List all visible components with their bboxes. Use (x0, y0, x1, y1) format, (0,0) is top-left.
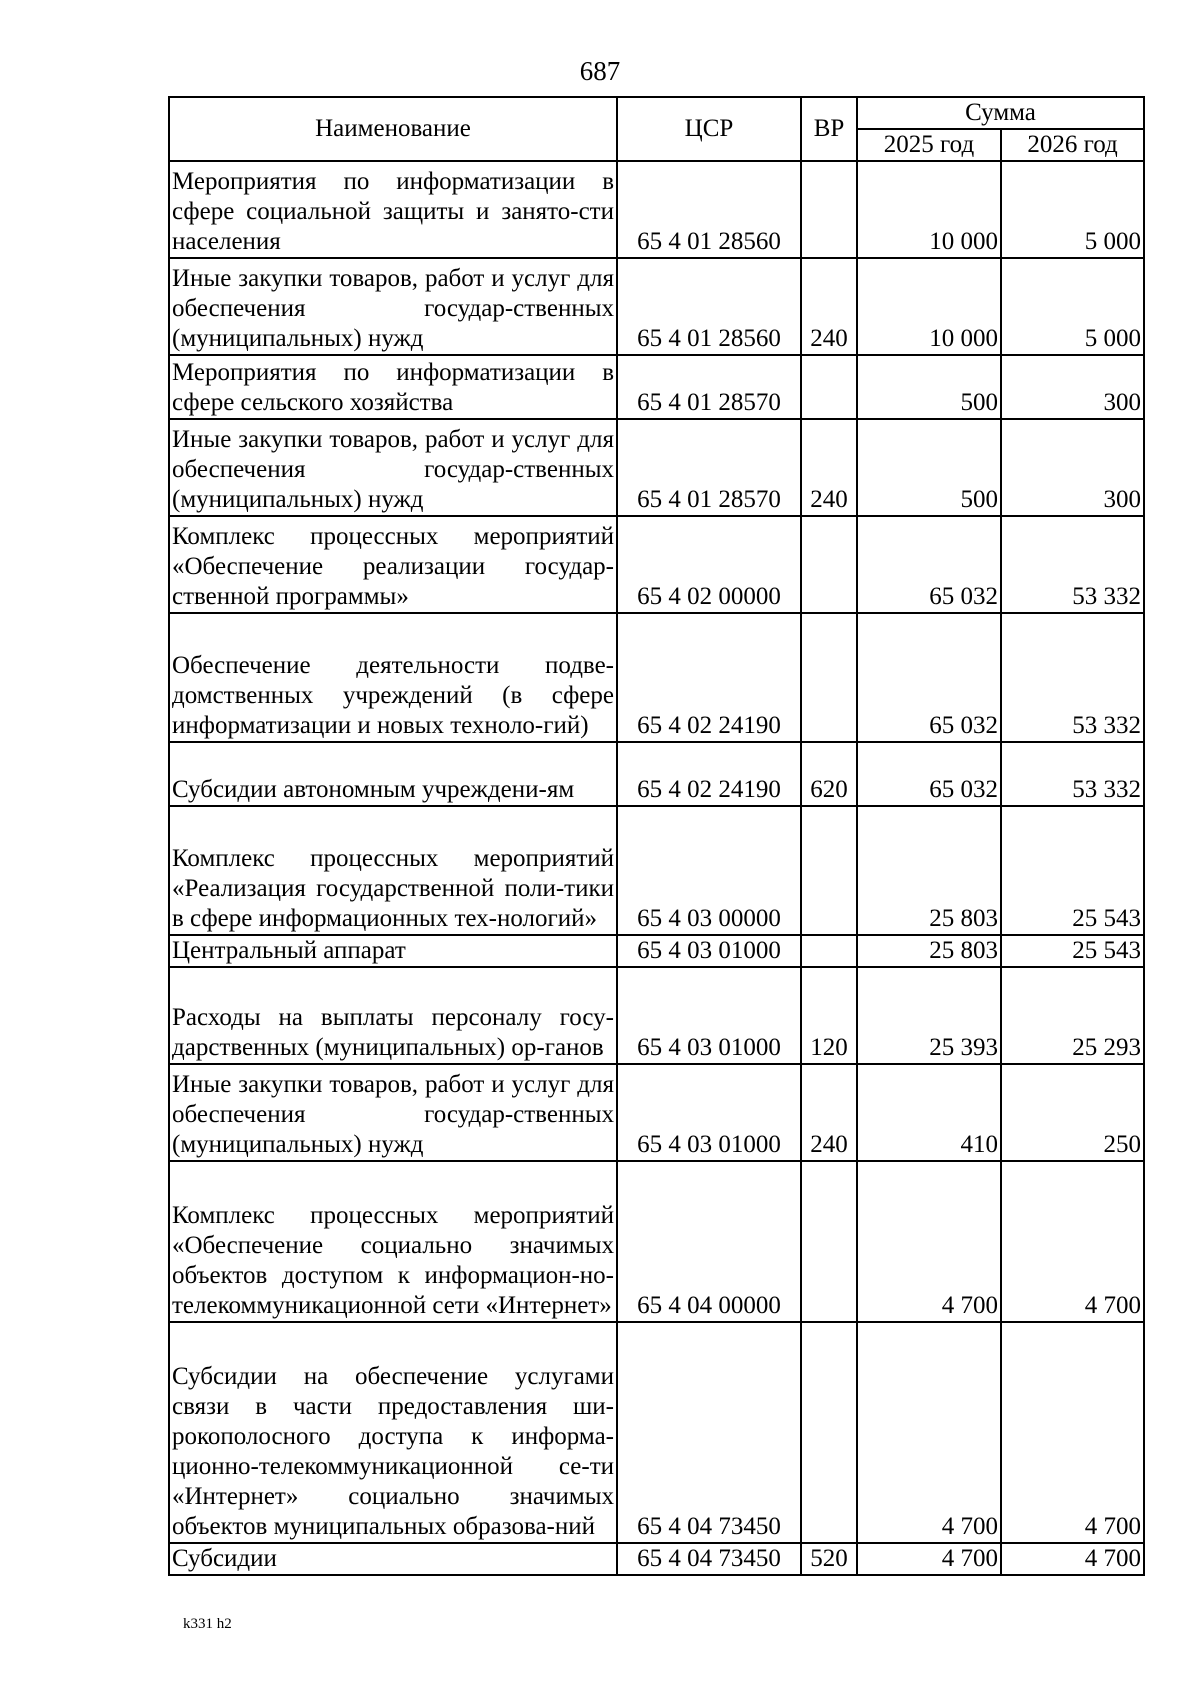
row-sum-2026: 4 700 (1001, 1543, 1144, 1575)
row-vr (801, 935, 857, 967)
row-sum-2026: 25 293 (1001, 967, 1144, 1064)
row-csr: 65 4 03 01000 (617, 935, 801, 967)
row-sum-2026: 300 (1001, 419, 1144, 516)
row-csr: 65 4 01 28560 (617, 161, 801, 258)
row-name: Комплекс процессных мероприятий «Реализация государственной поли-тики в сфере информационных тех-нологий» (169, 806, 617, 935)
row-sum-2026: 4 700 (1001, 1161, 1144, 1322)
row-vr: 240 (801, 258, 857, 355)
row-sum-2026: 53 332 (1001, 516, 1144, 613)
header-year-2026: 2026 год (1001, 129, 1144, 161)
table-row (169, 419, 1144, 516)
row-name: Иные закупки товаров, работ и услуг для обеспечения государ-ственных (муниципальных) нужд (169, 258, 617, 355)
row-sum-2026: 25 543 (1001, 935, 1144, 967)
table-row (169, 516, 1144, 613)
header-year-2025: 2025 год (857, 129, 1001, 161)
footer-document-code: k331 h2 (183, 1616, 232, 1632)
row-sum-2026: 5 000 (1001, 161, 1144, 258)
row-sum-2025: 65 032 (857, 742, 1001, 806)
row-csr: 65 4 02 24190 (617, 742, 801, 806)
page-number: 687 (579, 56, 621, 86)
row-csr: 65 4 04 73450 (617, 1322, 801, 1543)
row-csr: 65 4 02 24190 (617, 613, 801, 742)
table-row (169, 1543, 1144, 1575)
row-sum-2026: 53 332 (1001, 742, 1144, 806)
row-vr (801, 1322, 857, 1543)
row-name: Расходы на выплаты персоналу госу-дарственных (муниципальных) ор-ганов (169, 967, 617, 1064)
row-sum-2026: 5 000 (1001, 258, 1144, 355)
row-csr: 65 4 04 00000 (617, 1161, 801, 1322)
table-row (169, 1064, 1144, 1161)
row-csr: 65 4 03 00000 (617, 806, 801, 935)
row-csr: 65 4 04 73450 (617, 1543, 801, 1575)
row-csr: 65 4 02 00000 (617, 516, 801, 613)
row-vr: 520 (801, 1543, 857, 1575)
row-name: Обеспечение деятельности подве-домственных учреждений (в сфере информатизации и новых техноло-гий) (169, 613, 617, 742)
row-csr: 65 4 01 28560 (617, 258, 801, 355)
row-name: Иные закупки товаров, работ и услуг для обеспечения государ-ственных (муниципальных) нужд (169, 419, 617, 516)
row-name: Мероприятия по информатизации в сфере социальной защиты и занято-сти населения (169, 161, 617, 258)
row-name: Субсидии автономным учреждени-ям (169, 742, 617, 806)
row-vr (801, 161, 857, 258)
row-sum-2025: 4 700 (857, 1322, 1001, 1543)
row-csr: 65 4 03 01000 (617, 1064, 801, 1161)
row-sum-2025: 4 700 (857, 1161, 1001, 1322)
table-row (169, 935, 1144, 967)
table-row (169, 355, 1144, 419)
row-name: Центральный аппарат (169, 935, 617, 967)
row-sum-2025: 500 (857, 355, 1001, 419)
table-row (169, 742, 1144, 806)
row-sum-2025: 4 700 (857, 1543, 1001, 1575)
table-row (169, 1161, 1144, 1322)
header-name: Наименование (169, 97, 617, 161)
row-vr (801, 516, 857, 613)
row-sum-2026: 53 332 (1001, 613, 1144, 742)
row-csr: 65 4 01 28570 (617, 419, 801, 516)
header-vr: ВР (801, 97, 857, 161)
header-csr: ЦСР (617, 97, 801, 161)
row-csr: 65 4 03 01000 (617, 967, 801, 1064)
row-vr: 240 (801, 419, 857, 516)
row-vr (801, 355, 857, 419)
row-vr: 120 (801, 967, 857, 1064)
row-vr (801, 806, 857, 935)
row-sum-2026: 4 700 (1001, 1322, 1144, 1543)
row-vr (801, 613, 857, 742)
row-vr: 620 (801, 742, 857, 806)
row-name: Комплекс процессных мероприятий «Обеспечение реализации государ-ственной программы» (169, 516, 617, 613)
row-sum-2025: 25 803 (857, 806, 1001, 935)
row-sum-2026: 250 (1001, 1064, 1144, 1161)
budget-table (168, 96, 1145, 1576)
row-name: Комплекс процессных мероприятий «Обеспечение социально значимых объектов доступом к информацион-но-телекоммуникационной сети «Интернет» (169, 1161, 617, 1322)
row-sum-2025: 65 032 (857, 613, 1001, 742)
row-name: Иные закупки товаров, работ и услуг для обеспечения государ-ственных (муниципальных) нужд (169, 1064, 617, 1161)
table-row (169, 967, 1144, 1064)
header-sum: Сумма (857, 97, 1144, 129)
row-vr (801, 1161, 857, 1322)
row-sum-2026: 25 543 (1001, 806, 1144, 935)
table-row (169, 613, 1144, 742)
row-sum-2025: 65 032 (857, 516, 1001, 613)
table-row (169, 1322, 1144, 1543)
header-row-top (169, 97, 1144, 129)
table-row (169, 161, 1144, 258)
row-name: Субсидии (169, 1543, 617, 1575)
table-row (169, 258, 1144, 355)
row-sum-2025: 10 000 (857, 258, 1001, 355)
row-name: Субсидии на обеспечение услугами связи в части предоставления ши-рокополосного доступа к информа-ционно-телекоммуникационной се-ти «Интернет» социально значимых объектов муниципальных образова-ний (169, 1322, 617, 1543)
row-vr: 240 (801, 1064, 857, 1161)
row-sum-2025: 25 803 (857, 935, 1001, 967)
row-name: Мероприятия по информатизации в сфере сельского хозяйства (169, 355, 617, 419)
row-sum-2026: 300 (1001, 355, 1144, 419)
row-sum-2025: 500 (857, 419, 1001, 516)
row-sum-2025: 10 000 (857, 161, 1001, 258)
row-sum-2025: 410 (857, 1064, 1001, 1161)
table-row (169, 806, 1144, 935)
row-csr: 65 4 01 28570 (617, 355, 801, 419)
row-sum-2025: 25 393 (857, 967, 1001, 1064)
